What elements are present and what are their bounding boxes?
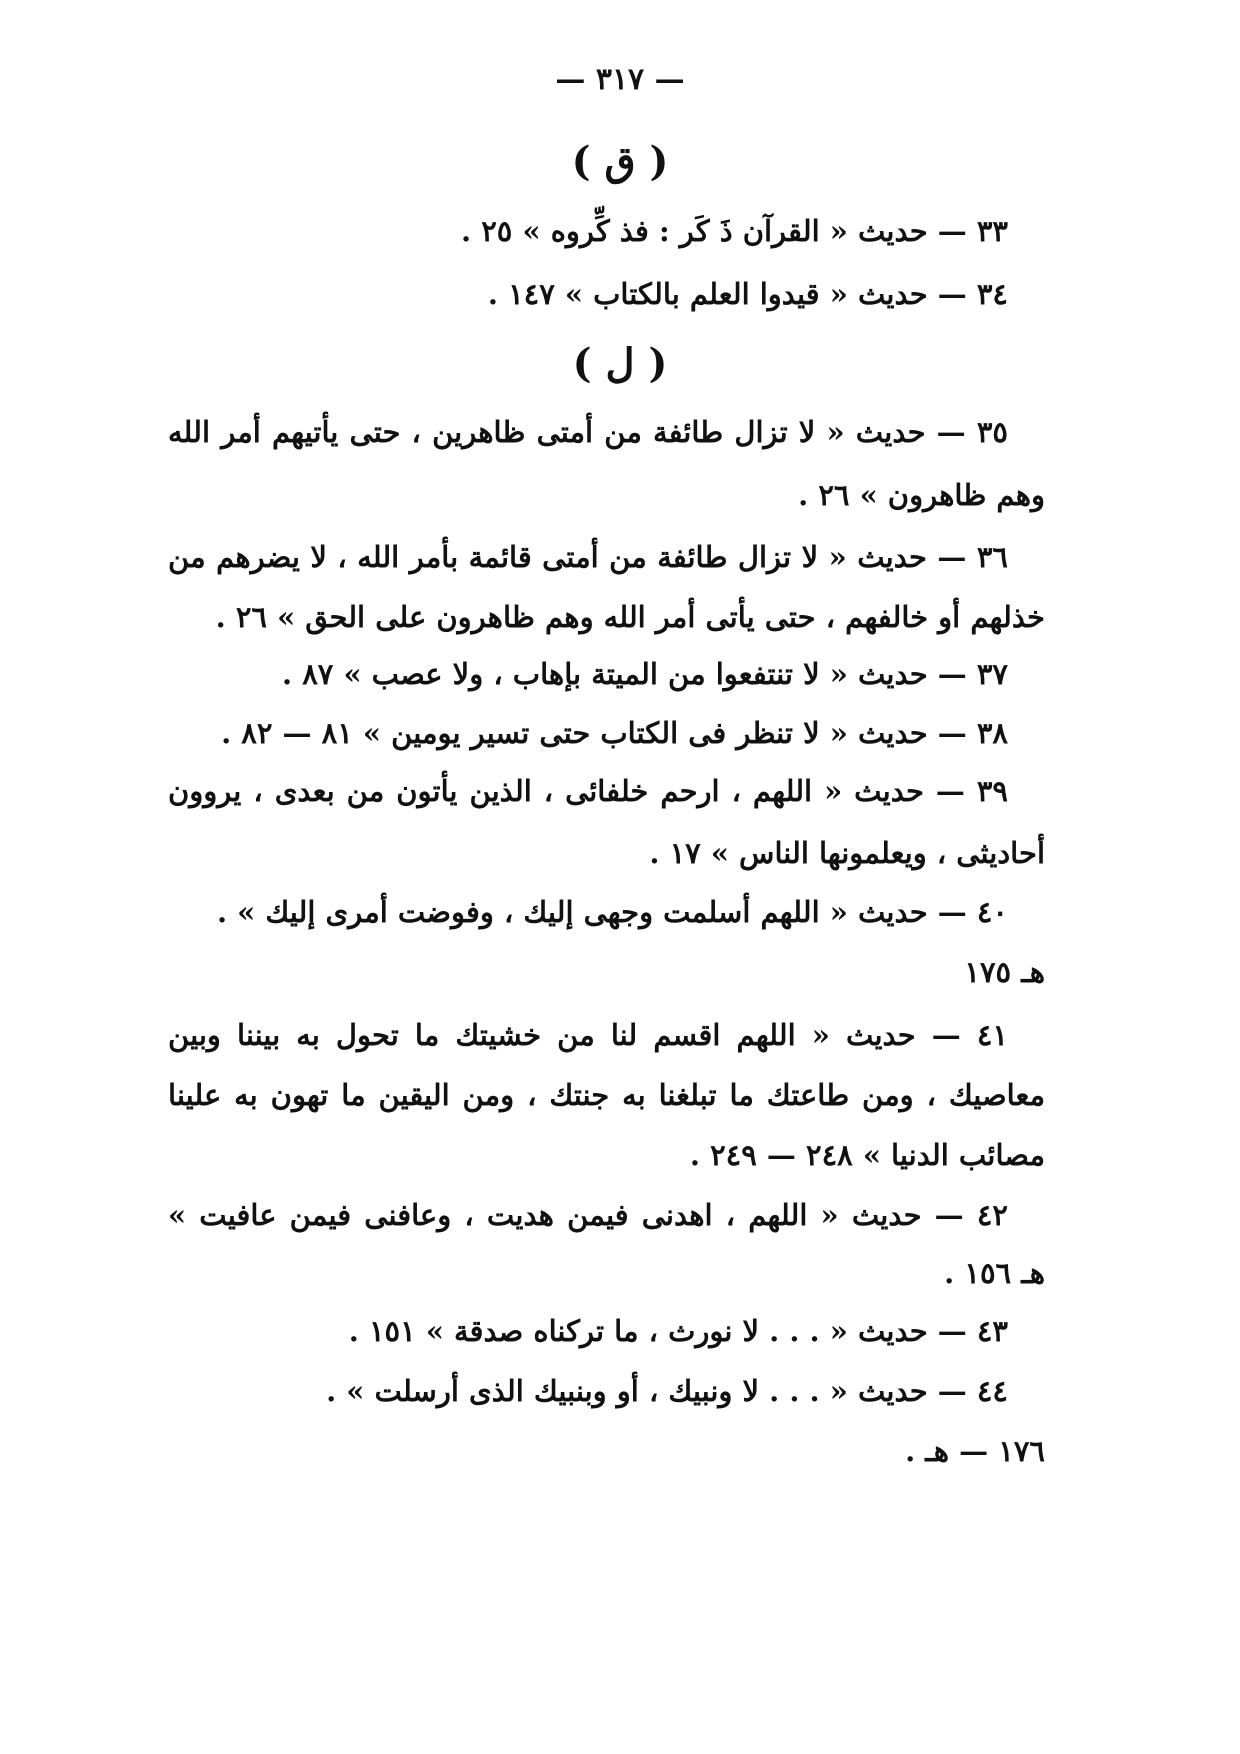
entry-42-line-2: هـ ١٥٦ . — [944, 1256, 1045, 1290]
page-number: — ٣١٧ — — [555, 62, 685, 97]
entry-40-line-2: هـ ١٧٥ — [964, 955, 1045, 989]
entry-42-line-1: ٤٢ — حديث « اللهم ، اهدنى فيمن هديت ، وعافنى فيمن عافيت » — [168, 1198, 1008, 1232]
entry-39-line-1: ٣٩ — حديث « اللهم ، ارحم خلفائى ، الذين يأتون من بعدى ، يروون — [168, 774, 1008, 808]
entry-38: ٣٨ — حديث « لا تنظر فى الكتاب حتى تسير يومين » ٨١ — ٨٢ . — [221, 716, 1008, 750]
entry-41-line-1: ٤١ — حديث « اللهم اقسم لنا من خشيتك ما تحول به بيننا وبين — [168, 1018, 1008, 1052]
section-heading-qaf: ( ق ) — [571, 138, 669, 185]
entry-41-line-2: معاصيك ، ومن طاعتك ما تبلغنا به جنتك ، ومن اليقين ما تهون به علينا — [168, 1078, 1045, 1112]
entry-44-line-1: ٤٤ — حديث « . . . لا ونبيك ، أو وبنبيك الذى أرسلت » . — [326, 1374, 1008, 1408]
entry-35-line-2: وهم ظاهرون » ٢٦ . — [798, 478, 1045, 512]
section-heading-lam: ( ل ) — [572, 340, 668, 387]
entry-37: ٣٧ — حديث « لا تنتفعوا من الميتة بإهاب ، ولا عصب » ٨٧ . — [281, 657, 1008, 691]
entry-36-line-2: خذلهم أو خالفهم ، حتى يأتى أمر الله وهم ظاهرون على الحق » ٢٦ . — [215, 600, 1045, 634]
entry-41-line-3: مصائب الدنيا » ٢٤٨ — ٢٤٩ . — [689, 1138, 1045, 1172]
entry-40-line-1: ٤٠ — حديث « اللهم أسلمت وجهى إليك ، وفوضت أمرى إليك » . — [216, 895, 1008, 929]
entry-35-line-1: ٣٥ — حديث « لا تزال طائفة من أمتى ظاهرين ، حتى يأتيهم أمر الله — [168, 415, 1008, 449]
entry-34: ٣٤ — حديث « قيدوا العلم بالكتاب » ١٤٧ . — [487, 277, 1008, 311]
entry-43: ٤٣ — حديث « . . . لا نورث ، ما تركناه صدقة » ١٥١ . — [348, 1314, 1008, 1348]
entry-44-line-2: ١٧٦ — هـ . — [905, 1434, 1045, 1468]
entry-39-line-2: أحاديثى ، ويعلمونها الناس » ١٧ . — [649, 836, 1045, 870]
entry-36-line-1: ٣٦ — حديث « لا تزال طائفة من أمتى قائمة بأمر الله ، لا يضرهم من — [168, 540, 1008, 574]
entry-33: ٣٣ — حديث « القرآن ذَ كَر : فذ كِّروه » ٢٥ . — [461, 214, 1008, 248]
